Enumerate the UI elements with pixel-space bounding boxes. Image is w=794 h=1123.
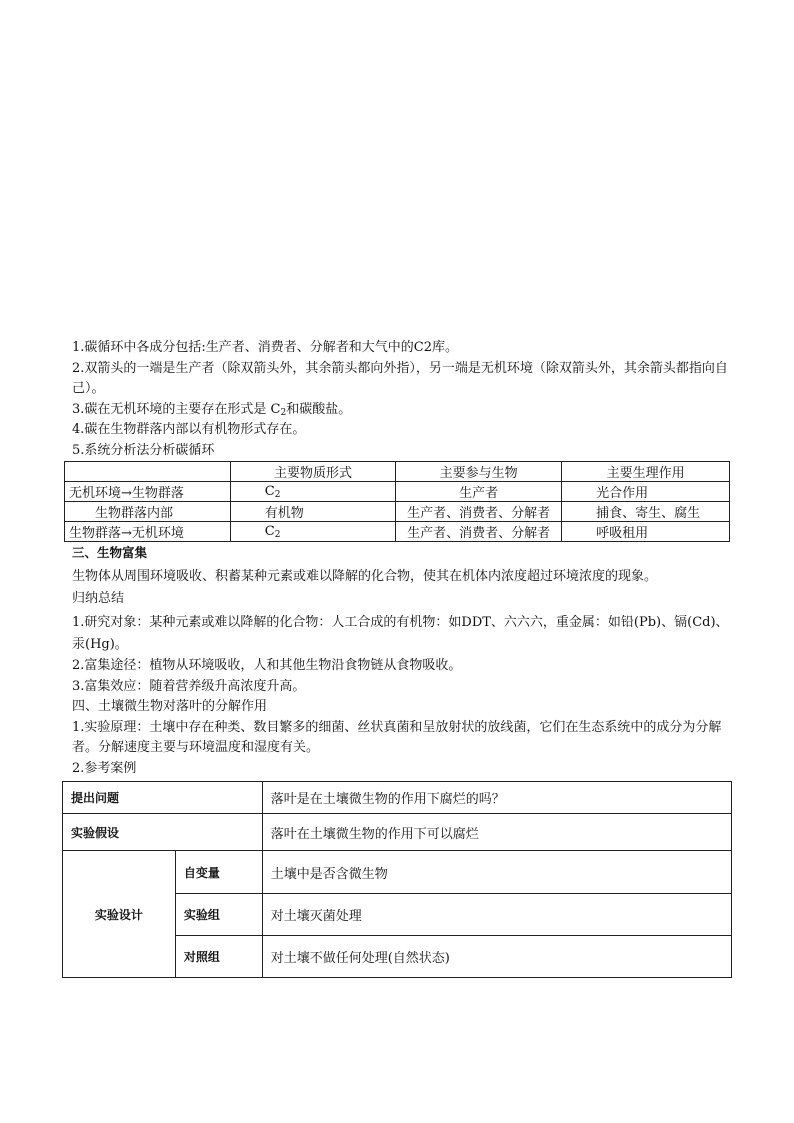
carbon-cycle-point-5: 5.系统分析法分析碳循环 bbox=[72, 442, 215, 458]
carbon-cycle-point-3 bbox=[72, 400, 732, 421]
design-label-cell: 实验设计 bbox=[63, 851, 176, 978]
action-cell: 呼吸租用 bbox=[562, 522, 730, 542]
hypothesis-label-cell: 实验假设 bbox=[63, 814, 263, 851]
design-sub-label-cell: 自变量 bbox=[175, 851, 262, 894]
table-header-cell bbox=[65, 462, 231, 482]
carbon-cycle-point-1: 1.碳循环中各成分包括:生产者、消费者、分解者和大气中的C2库。 bbox=[72, 340, 459, 355]
hypothesis-cell: 落叶在土壤微生物的作用下可以腐烂 bbox=[262, 814, 731, 851]
table-row bbox=[63, 851, 732, 894]
table-header-cell: 主要生理作用 bbox=[562, 462, 730, 482]
form-cell: $C_2$ bbox=[230, 522, 396, 542]
table-header-cell: 主要物质形式 bbox=[230, 462, 396, 482]
carbon-cycle-point-2: 2.双箭头的一端是生产者（除双箭头外，其余箭头都向外指），另一端是无机环境（除双箭头外，其余箭头都指向自己）。 bbox=[72, 360, 728, 396]
design-value-cell: 土壤中是否含微生物 bbox=[262, 851, 731, 894]
point-3-subscript: 2 bbox=[280, 407, 287, 418]
document-body bbox=[69, 338, 732, 978]
point-3-text: 3.碳在无机环境的主要存在形式是 C bbox=[72, 401, 281, 417]
summary-label: 归纳总结 bbox=[72, 591, 125, 606]
section-heading-soil-microbes: 四、土壤微生物对落叶的分解作用 bbox=[72, 699, 268, 714]
experiment-principle: 1.实验原理：土壤中存在种类、数目繁多的细菌、丝状真菌和呈放射状的放线菌，它们在生态系统中的成分为分解者。分解速度主要与环境温度和湿度有关。 bbox=[72, 719, 722, 755]
table-row bbox=[63, 814, 732, 851]
organisms-cell: 生产者、消费者、分解者 bbox=[396, 522, 562, 542]
action-cell: 捕食、寄生、腐生 bbox=[562, 502, 730, 522]
summary-item-2: 2.富集途径：植物从环境吸收，人和其他生物沿食物链从食物吸收。 bbox=[72, 658, 462, 673]
design-sub-label-cell: 实验组 bbox=[175, 894, 262, 936]
table-row bbox=[63, 782, 732, 814]
table-row bbox=[65, 482, 730, 502]
form-cell: $C_2$ bbox=[230, 482, 396, 502]
organisms-cell: 生产者 bbox=[396, 482, 562, 502]
form-cell: 有机物 bbox=[230, 502, 396, 522]
table-header-row bbox=[65, 462, 730, 482]
section-heading-bioaccumulation: 三、生物富集 bbox=[72, 545, 148, 560]
experiment-case-table bbox=[62, 781, 732, 978]
design-value-cell: 对土壤不做任何处理(自然状态) bbox=[262, 936, 731, 978]
question-cell: 落叶是在土壤微生物的作用下腐烂的吗？ bbox=[262, 782, 731, 814]
stage-cell: 无机环境→生物群落 bbox=[65, 482, 231, 502]
carbon-cycle-table bbox=[64, 461, 730, 542]
table-row bbox=[65, 502, 730, 522]
organisms-cell: 生产者、消费者、分解者 bbox=[396, 502, 562, 522]
summary-item-1: 1.研究对象：某种元素或难以降解的化合物：人工合成的有机物：如DDT、六六六，重金属：如铅(Pb)、镉(Cd)、汞(Hg)。 bbox=[72, 615, 729, 652]
design-value-cell: 对土壤灭菌处理 bbox=[262, 894, 731, 936]
case-label: 2.参考案例 bbox=[72, 760, 137, 776]
table-header-cell: 主要参与生物 bbox=[396, 462, 562, 482]
stage-cell: 生物群落→无机环境 bbox=[65, 522, 231, 542]
table-row bbox=[65, 522, 730, 542]
stage-cell: 生物群落内部 bbox=[65, 502, 231, 522]
carbon-cycle-point-4: 4.碳在生物群落内部以有机物形式存在。 bbox=[72, 422, 306, 437]
design-sub-label-cell: 对照组 bbox=[175, 936, 262, 978]
bioaccumulation-definition: 生物体从周围环境吸收、积蓄某种元素或难以降解的化合物，使其在机体内浓度超过环境浓度的现象。 bbox=[72, 569, 658, 584]
question-label-cell: 提出问题 bbox=[63, 782, 263, 814]
action-cell: 光合作用 bbox=[562, 482, 730, 502]
summary-item-3: 3.富集效应：随着营养级升高浓度升高。 bbox=[72, 678, 306, 694]
point-3-text-end: 和碳酸盐。 bbox=[286, 401, 352, 417]
